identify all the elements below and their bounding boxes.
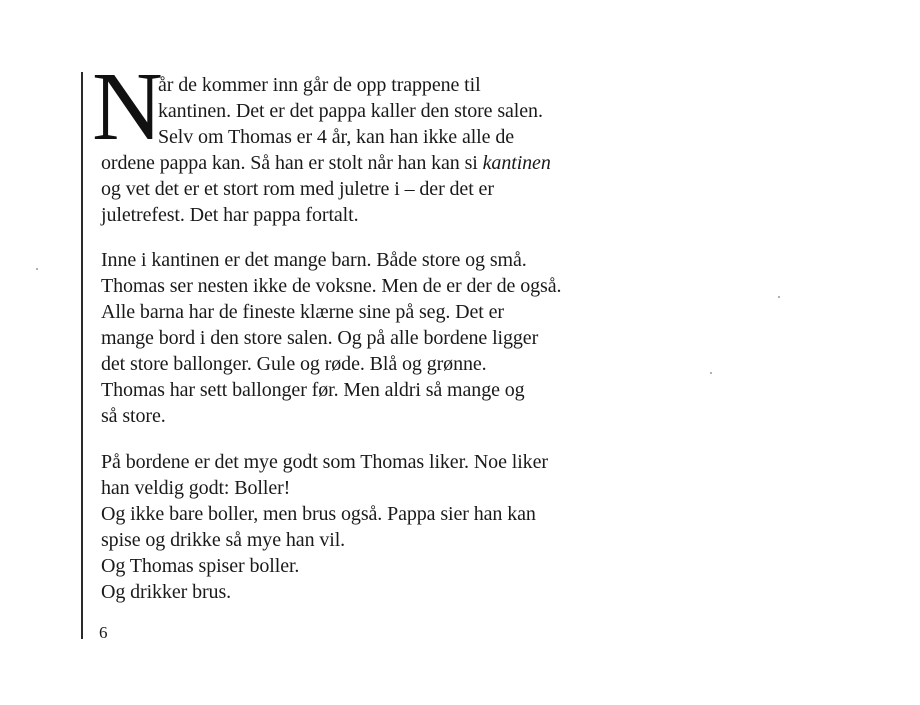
drop-cap: N bbox=[92, 53, 163, 161]
text-line: år de kommer inn går de opp trappene til bbox=[158, 74, 481, 96]
text-line: Thomas har sett ballonger før. Men aldri så mange og bbox=[101, 379, 525, 401]
italic-word: kantinen bbox=[482, 152, 551, 174]
text-line: Thomas ser nesten ikke de voksne. Men de er der de også. bbox=[101, 275, 562, 297]
text-line: Selv om Thomas er 4 år, kan han ikke alle de bbox=[158, 126, 514, 148]
text-line: og vet det er et stort rom med juletre i – der det er bbox=[101, 178, 494, 200]
text-line: kantinen. Det er det pappa kaller den store salen. bbox=[158, 100, 543, 122]
text-line: Og ikke bare boller, men brus også. Pappa sier han kan bbox=[101, 503, 536, 525]
text-span: ordene pappa kan. Så han er stolt når han kan si bbox=[101, 152, 483, 174]
text-line: Og drikker brus. bbox=[101, 581, 232, 603]
text-line: Alle barna har de fineste klærne sine på seg. Det er bbox=[101, 301, 504, 323]
text-line: mange bord i den store salen. Og på alle bordene ligger bbox=[101, 327, 539, 349]
text-line: Og Thomas spiser boller. bbox=[101, 555, 300, 577]
text-line: På bordene er det mye godt som Thomas liker. Noe liker bbox=[101, 451, 548, 473]
scan-speck bbox=[36, 268, 38, 270]
text-line: han veldig godt: Boller! bbox=[101, 477, 291, 499]
text-line: juletrefest. Det har pappa fortalt. bbox=[101, 204, 359, 226]
text-line: det store ballonger. Gule og røde. Blå og grønne. bbox=[101, 353, 487, 375]
text-line: spise og drikke så mye han vil. bbox=[101, 529, 346, 551]
page-margin-rule bbox=[81, 72, 83, 639]
text-line: Inne i kantinen er det mange barn. Både store og små. bbox=[101, 249, 527, 271]
scan-speck bbox=[710, 372, 712, 374]
page-number: 6 bbox=[99, 623, 108, 642]
text-line bbox=[101, 150, 551, 176]
text-line: så store. bbox=[101, 405, 166, 427]
scan-speck bbox=[778, 296, 780, 298]
